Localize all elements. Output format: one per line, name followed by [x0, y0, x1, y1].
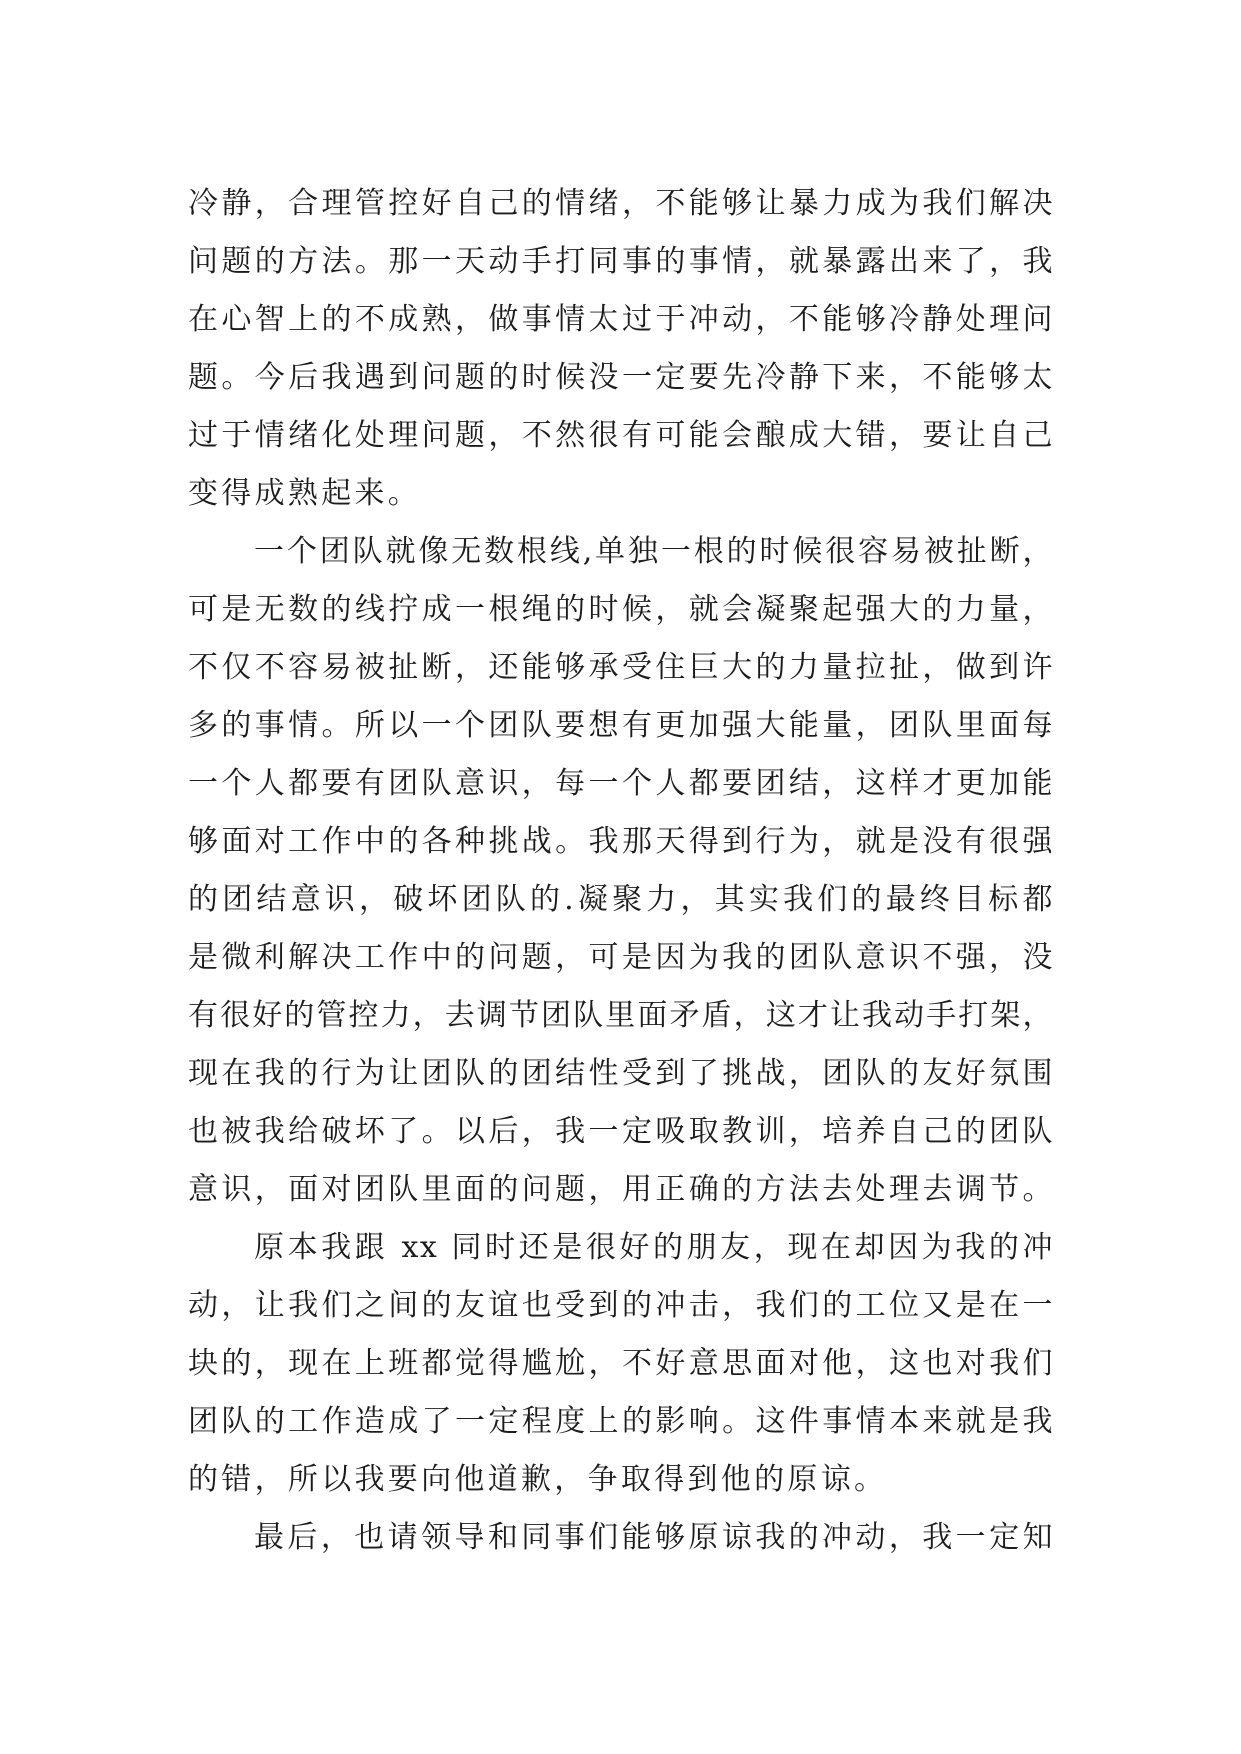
text-line: 一个团队就像无数根线,单独一根的时候很容易被扯断， [254, 534, 1054, 569]
text-line: 冷静，合理管控好自己的情绪，不能够让暴力成为我们解决 [188, 186, 1054, 221]
paragraph [188, 1509, 1054, 1567]
text-line: 原本我跟 xx 同时还是很好的朋友，现在却因为我的冲 [254, 1230, 1054, 1265]
text-line: 也被我给破坏了。以后，我一定吸取教训，培养自己的团队 [188, 1114, 1054, 1149]
text-line: 动，让我们之间的友谊也受到的冲击，我们的工位又是在一 [188, 1288, 1054, 1323]
text-line: 现在我的行为让团队的团结性受到了挑战，团队的友好氛围 [188, 1056, 1054, 1091]
text-line: 块的，现在上班都觉得尴尬，不好意思面对他，这也对我们 [188, 1346, 1054, 1381]
text-line: 最后，也请领导和同事们能够原谅我的冲动，我一定知 [254, 1520, 1054, 1555]
text-line: 题。今后我遇到问题的时候没一定要先冷静下来，不能够太 [188, 360, 1054, 395]
document-body [188, 175, 1054, 1567]
text-line: 变得成熟起来。 [188, 476, 422, 511]
paragraph-continued [188, 175, 1054, 523]
text-line: 的错，所以我要向他道歉，争取得到他的原谅。 [188, 1462, 888, 1497]
text-line: 问题的方法。那一天动手打同事的事情，就暴露出来了，我 [188, 244, 1054, 279]
text-line: 不仅不容易被扯断，还能够承受住巨大的力量拉扯，做到许 [188, 650, 1054, 685]
text-line: 是微利解决工作中的问题，可是因为我的团队意识不强，没 [188, 940, 1054, 975]
text-line: 过于情绪化处理问题，不然很有可能会酿成大错，要让自己 [188, 418, 1054, 453]
text-line: 的团结意识，破坏团队的.凝聚力，其实我们的最终目标都 [188, 882, 1054, 917]
text-line: 有很好的管控力，去调节团队里面矛盾，这才让我动手打架， [188, 998, 1054, 1033]
text-line: 够面对工作中的各种挑战。我那天得到行为，就是没有很强 [188, 824, 1054, 859]
text-line: 一个人都要有团队意识，每一个人都要团结，这样才更加能 [188, 766, 1054, 801]
text-line: 团队的工作造成了一定程度上的影响。这件事情本来就是我 [188, 1404, 1054, 1439]
paragraph [188, 523, 1054, 1219]
paragraph [188, 1219, 1054, 1509]
text-line: 意识，面对团队里面的问题，用正确的方法去处理去调节。 [188, 1172, 1054, 1207]
text-line: 多的事情。所以一个团队要想有更加强大能量，团队里面每 [188, 708, 1054, 743]
text-line: 可是无数的线拧成一根绳的时候，就会凝聚起强大的力量， [188, 592, 1054, 627]
text-line: 在心智上的不成熟，做事情太过于冲动，不能够冷静处理问 [188, 302, 1054, 337]
